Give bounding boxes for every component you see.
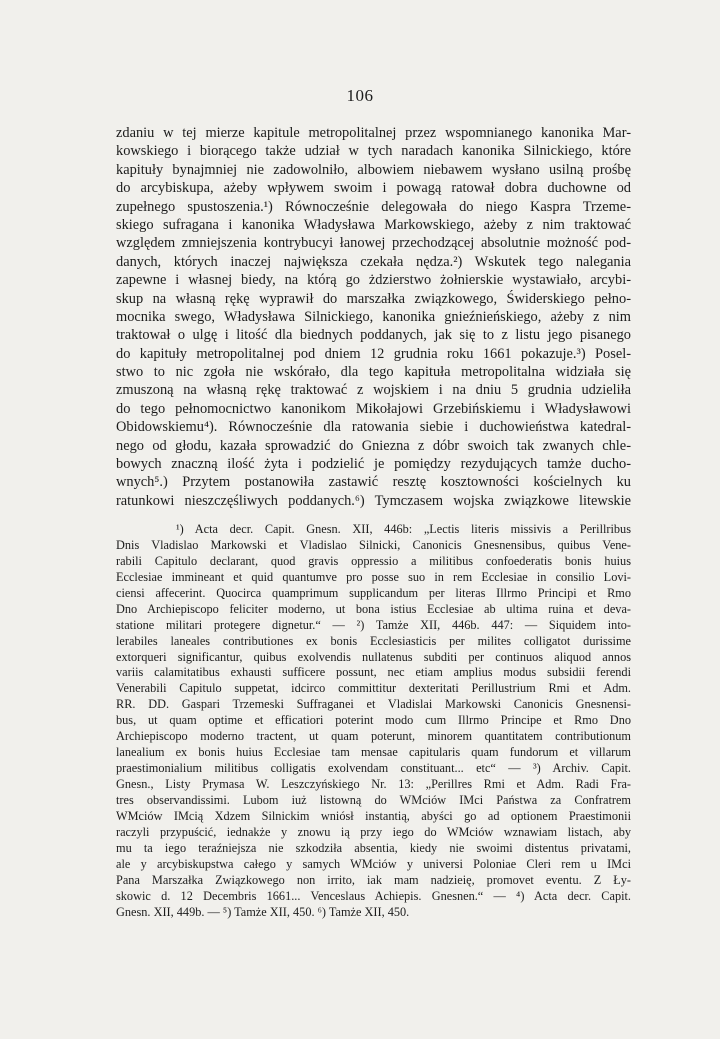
footnote-line: ¹) Acta decr. Capit. Gnesn. XII, 446b: „Lectis literis missivis a Perillribus	[176, 522, 631, 536]
footnote-line: praestimonialium militibus colligatis exolvendam constituant... etc“ — ³) Archiv. Capit.	[116, 761, 631, 776]
body-line: kapituły bynajmniej nie zadowolniło, albowiem niebawem wysłano usilną prośbę	[116, 161, 631, 178]
body-line: kowskiego i biorącego także udział w tych naradach kanonika Silnickiego, które	[116, 143, 631, 160]
body-line: nego od głodu, kazała sprowadzić do Gniezna z dóbr swoich tak zwanych chle-	[116, 437, 631, 454]
body-line: Obidowskiemu⁴). Równocześnie dla ratowania siebie i duchowieństwa katedral-	[116, 419, 631, 436]
body-line: ratunkowi nieszczęśliwych poddanych.⁶) Tymczasem wojska związkowe litewskie	[116, 492, 631, 509]
footnote-line: lerabiles laneales contributiones ex bonis Ecclesiasticis per milites colligatot durissime	[116, 633, 631, 648]
footnote-line: Dnis Vladislao Markowski et Vladislao Silnicki, Canonicis Gnesnensibus, quibus Vene-	[116, 537, 631, 552]
body-line: traktował o ulgę i litość dla biednych poddanych, jak się to z listu jego pisanego	[116, 327, 631, 344]
footnote-line: Venerabili Capitulo suppetat, idcirco committitur dexteritati Perillustrium Rmi et Adm.	[116, 681, 631, 696]
footnote-line: rabili Capitulo declarant, quod gravis oppressio a militibus confoederatis bonis huius	[116, 553, 631, 568]
footnote-line: Gnesn., Listy Prymasa W. Leszczyńskiego Nr. 13: „Perillres Rmi et Adm. Radi Fra-	[116, 777, 631, 791]
footnote-line: variis calamitatibus exhausti sufficere possunt, nec etiam amplius modus subsidii ferendi	[116, 665, 631, 680]
footnote-line: WMciów IMcią Xdzem Silnickim wniósł instantią, abyści go ad optionem Praestimonii	[116, 808, 631, 823]
footnote-line: skowic d. 12 Decembris 1661... Venceslaus Achiepis. Gnesnen.“ — ⁴) Acta decr. Capit.	[116, 888, 631, 903]
body-line: skup na własną rękę wyprawił do marszałka związkowego, Świderskiego pełno-	[116, 290, 631, 307]
body-line: zapewne i własnej biedy, na którą go żdzierstwo żołnierskie wystawiało, arcybi-	[116, 272, 631, 289]
footnote-line: RR. DD. Gaspari Trzemeski Suffraganei et Vladislai Markowski Canonicis Gnesnensi-	[116, 697, 631, 712]
footnote-line: tres observandissimi. Lubom iuż listowną do WMciów IMci Państwa za Confratrem	[116, 792, 631, 807]
body-line: do tego pełnomocnictwo kanonikom Mikołajowi Grzebińskiemu i Władysławowi	[116, 400, 631, 417]
footnotes	[116, 522, 631, 920]
footnote-line: raczyli przypuścić, iednakże y znowu ią przy iego do WMciów wznawiam listach, aby	[116, 824, 631, 839]
footnote-line: Gnesn. XII, 449b. — ⁵) Tamże XII, 450. ⁶) Tamże XII, 450.	[116, 904, 410, 919]
footnote-line: Pana Marszałka Związkowego non irrito, iak mam nadzieię, promovet eventu. Z Ły-	[116, 872, 631, 887]
body-line: do kapituły metropolitalnej pod dniem 12 grudnia roku 1661 pokazuje.³) Posel-	[116, 345, 631, 362]
page-number: 106	[346, 86, 374, 105]
body-line: względem zmniejszenia kontrybucyi łanowej przechodzącej absolutnie możność pod-	[116, 235, 631, 252]
body-line: zdaniu w tej mierze kapitule metropolitalnej przez wspomnianego kanonika Mar-	[116, 125, 631, 141]
footnote-line: Dno Archiepiscopo feliciter moderno, ut bona istius Ecclesiae ab ultima ruina et deva-	[116, 601, 631, 616]
footnote-line: ale y arcybiskupstwa całego y samych WMciów y universi Poloniae Cleri rem u IMci	[116, 856, 631, 871]
footnote-line: Ecclesiae immineant et quid quantumve pro posse suo in rem Ecclesiae in consilio Lovi-	[116, 569, 631, 584]
footnote-line: bus, ut quam optime et efficatiori poterint modo cum Illrmo Principe et Rmo Dno	[116, 713, 631, 728]
footnote-line: extorqueri significantur, quibus exolvendis nullatenus subditi per continuos aliquod annos	[116, 649, 631, 664]
body-line: skiego sufragana i kanonika Władysława Markowskiego, ażeby z nim traktować	[116, 216, 631, 233]
body-line: do arcybiskupa, ażeby wpływem swoim i powagą ratował dobra duchowne od	[116, 180, 631, 197]
body-line: mocnika swego, Władysława Silnickiego, kanonika gnieźnieńskiego, ażeby z nim	[116, 308, 631, 325]
body-line: danych, których inaczej największa czekała nędza.²) Wskutek tego nalegania	[116, 253, 631, 270]
footnote-line: statione militari protegere dignetur.“ — ²) Tamże XII, 446b. 447: — Siquidem into-	[116, 617, 631, 632]
body-line: zupełnego spustoszenia.¹) Równocześnie delegowała do niego Kaspra Trzeme-	[116, 198, 631, 215]
body-line: zmuszoną na własną rękę traktować z wojskiem i na dniu 5 grudnia udzieliła	[116, 382, 631, 399]
footnote-line: mu ta iego teraźniejsza nie szkodziła absentia, kiedy nie swoimi distentus privatami,	[116, 840, 631, 855]
footnote-line: lanealium ex bonis huius Ecclesiae tam mensae capitularis quam fundorum et villarum	[116, 745, 631, 760]
footnote-line: ciensi affecerint. Quocirca quamprimum supplicandum per literas Illrmo Principi et Rmo	[116, 585, 631, 600]
footnote-line: Archiepiscopo moderno tractent, ut quam poterunt, minorem quantitatem contributionum	[116, 729, 631, 744]
body-line: stwo to nic zgoła nie wskórało, dla tego kapituła metropolitalna widziała się	[116, 364, 631, 381]
body-text	[116, 124, 631, 510]
body-line: wnych⁵.) Przytem postanowiła zastawić resztę kosztowności kościelnych ku	[116, 474, 631, 491]
body-line: bowych znaczną ilość żyta i podzielić je pomiędzy rezydujących tamże ducho-	[116, 456, 631, 473]
